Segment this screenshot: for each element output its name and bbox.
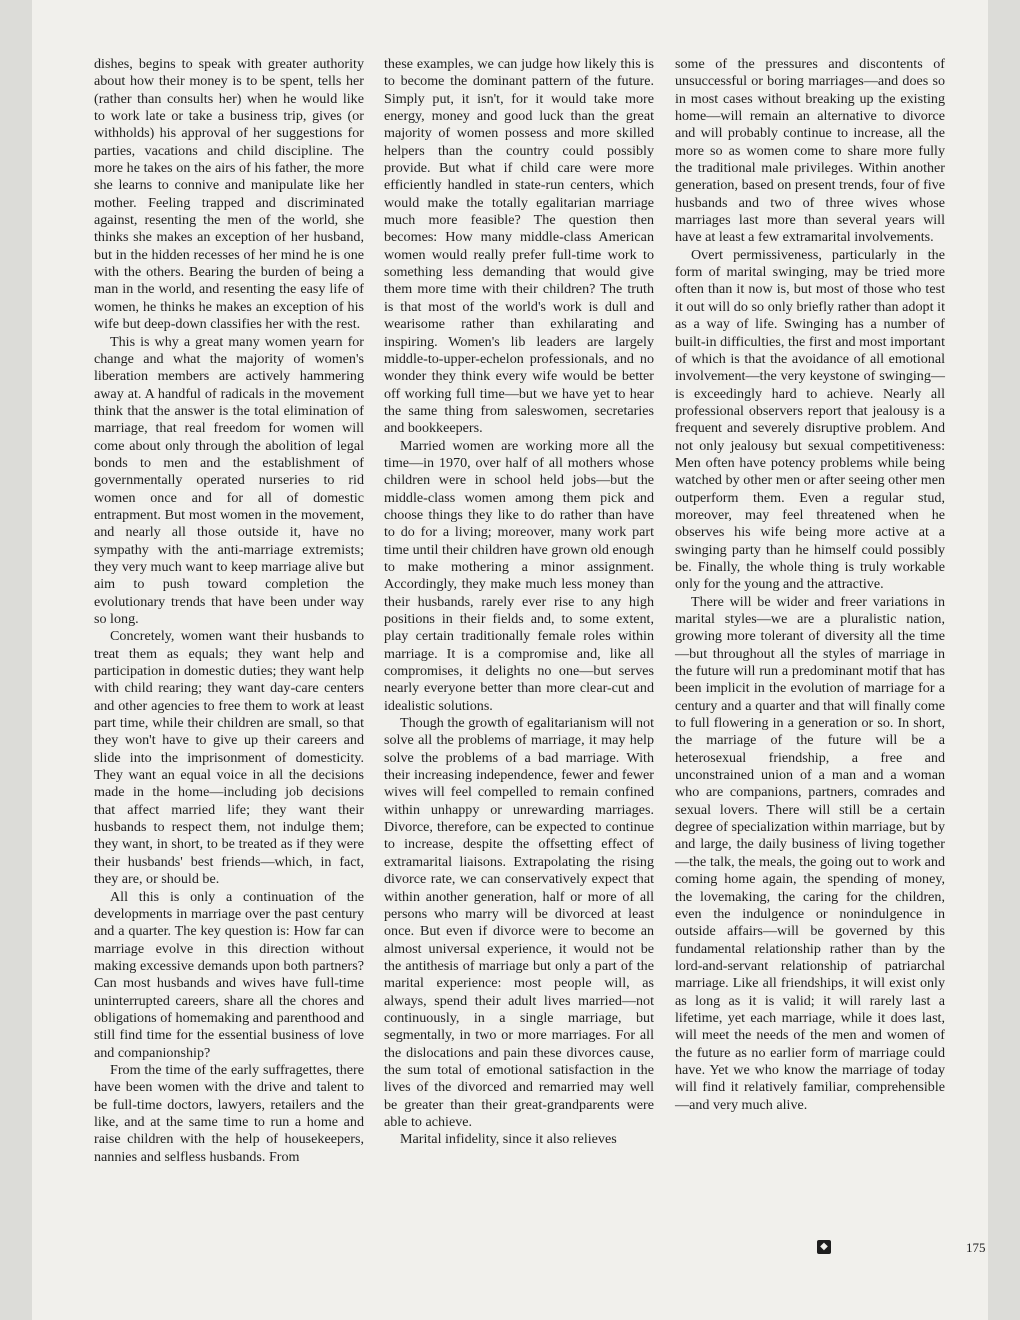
paragraph: dishes, begins to speak with greater authority about how their money is to be spent, tells her (rather than consults her) when he would like to work late or take a business trip, gives (or withholds) his approval of her suggestions for parties, vacations and child discipline. The more he takes on the airs of his father, the more she learns to connive and manipulate like her mother. Feeling trapped and discriminated against, resenting the men of the world, she thinks she makes an exception of her husband, but in the hidden recesses of her mind he is one with the others. Bearing the burden of being a man in the world, and resenting the easy life of women, he thinks he makes an exception of his wife but deep-down classifies her with the rest. bbox=[94, 56, 364, 333]
paragraph: some of the pressures and discontents of unsuccessful or boring marriages—and does so in most cases without breaking up the existing home—will remain an alternative to divorce and will probably continue to increase, all the more so as women come to share more fully the traditional male privileges. Within another generation, based on present trends, four of five husbands and two of three wives whose marriages last more than several years will have at least a few extramarital involvements. bbox=[675, 56, 945, 246]
paragraph: Though the growth of egalitarianism will not solve all the problems of marriage, it may help solve the problems of a bad marriage. With their increasing independence, fewer and fewer wives will feel compelled to remain confined within unhappy or unrewarding marriages. Divorce, therefore, can be expected to continue to increase, despite the offsetting effect of extramarital liaisons. Extrapolating the rising divorce rate, we can conservatively expect that within another generation, half or more of all persons who marry will be divorced at least once. But even if divorce were to become an almost universal experience, it would not be the antithesis of marriage but only a part of the marital experience: most people will, as always, spend their adult lives married—not continuously, in a single marriage, but segmentally, in two or more marriages. For all the dislocations and pain these divorces cause, the sum total of emotional satisfaction in the lives of the divorced and remarried may well be greater than their great-grandparents were able to achieve. bbox=[384, 715, 654, 1130]
text-column-3 bbox=[675, 56, 945, 1114]
paragraph: All this is only a continuation of the developments in marriage over the past century and a quarter. The key question is: How far can marriage evolve in this direction without making excessive demands upon both partners? Can most husbands and wives have full-time uninterrupted careers, share all the chores and obligations of homemaking and parenthood and still find time for the essential business of love and companionship? bbox=[94, 888, 364, 1061]
paragraph: Married women are working more all the time—in 1970, over half of all mothers whose children were in school held jobs—but the middle-class women among them pick and choose things they like to do rather than have to do for a living; moreover, many work part time until their children have grown old enough to make mothering a minor assignment. Accordingly, they make much less money than their husbands, rarely ever rise to any high positions in their fields and, to some extent, play certain traditionally female roles within marriage. It is a compromise and, like all compromises, it delights no one—but serves nearly everyone better than more clear-cut and idealistic solutions. bbox=[384, 437, 654, 714]
paragraph: There will be wider and freer variations in marital styles—we are a pluralistic nation, growing more tolerant of diversity all the time—but throughout all the styles of marriage in the future will run a predominant motif that has been implicit in the evolution of marriage for a century and a quarter and that will finally come to full flowering in a generation or so. In short, the marriage of the future will be a heterosexual friendship, a free and unconstrained union of a man and a woman who are companions, partners, comrades and sexual lovers. There will still be a certain degree of specialization within marriage, but by and large, the daily business of living together—the talk, the meals, the going out to work and coming home again, the spending of money, the lovemaking, the caring for the children, even the indulgence or nonindulgence in outside affairs—will be governed by this fundamental relationship rather than by the lord-and-servant relationship of patriarchal marriage. Like all friendships, it will exist only as long as it is valid; it will rarely last a lifetime, yet each marriage, while it does last, will meet the needs of the men and women of the future as no earlier form of marriage could have. Yet we who know the marriage of today will find it relatively familiar, comprehensible—and very much alive. bbox=[675, 593, 945, 1113]
paragraph: From the time of the early suffragettes, there have been women with the drive and talent to be full-time doctors, lawyers, retailers and the like, and at the same time to run a home and raise children with the help of housekeepers, nannies and selfless husbands. From bbox=[94, 1061, 364, 1165]
text-column-2 bbox=[384, 56, 654, 1149]
paragraph: Marital infidelity, since it also relieves bbox=[400, 1131, 617, 1148]
page-number: 175 bbox=[966, 1240, 986, 1255]
paragraph: Concretely, women want their husbands to treat them as equals; they want help and participation in domestic duties; they want help with child rearing; they want day-care centers and other agencies to free them to work at least part time, while their children are small, so that they won't have to give up their careers and slide into the imprisonment of domesticity. They want an equal voice in all the decisions made in the home—including job decisions that affect married life; they want their husbands to respect them, not indulge them; they want, in short, to be treated as if they were their husbands' best friends—which, in fact, they are, or should be. bbox=[94, 628, 364, 888]
rabbit-head-logo-icon: ◆ bbox=[817, 1240, 831, 1254]
paragraph: these examples, we can judge how likely this is to become the dominant pattern of the future. Simply put, it isn't, for it would take more energy, money and good luck than the great majority of women possess and more skilled helpers than the country could possibly provide. But what if child care were more efficiently handled in state-run centers, which would make the totally egalitarian marriage much more feasible? The question then becomes: How many middle-class American women would really prefer full-time work to something less demanding that would give them more time with their children? The truth is that most of the world's work is dull and wearisome rather than exhilarating and inspiring. Women's lib leaders are largely middle-to-upper-echelon professionals, and no wonder they think every wife would be better off working full time—but we have yet to hear the same thing from saleswomen, secretaries and bookkeepers. bbox=[384, 56, 654, 437]
text-column-1 bbox=[94, 56, 364, 1166]
paragraph: This is why a great many women yearn for change and what the majority of women's liberation members are actively hammering away at. A handful of radicals in the movement think that the answer is the total elimination of marriage, that real freedom for women will come about only through the abolition of legal bonds to men and the establishment of governmentally operated nurseries to rid women once and for all of domestic entrapment. But most women in the movement, and nearly all those outside it, have no sympathy with the anti-marriage extremists; they very much want to keep marriage alive but aim to push toward completion the evolutionary trends that have been under way so long. bbox=[94, 333, 364, 627]
paragraph: Overt permissiveness, particularly in the form of marital swinging, may be tried more often than it now is, but most of those who test it out will do so only briefly rather than adopt it as a way of life. Swinging has a number of built-in difficulties, the first and most important of which is that the avoidance of all emotional involvement—the very keystone of swinging—is exceedingly hard to achieve. Nearly all professional observers report that jealousy is a frequent and severely disruptive problem. And not only jealousy but sexual competitiveness: Men often have potency problems while being watched by other men or after seeing other men outperform them. Even a regular stud, moreover, may feel threatened when he observes his wife being more active at a swinging party than he himself could possibly be. Finally, the whole thing is truly workable only for the young and the attractive. bbox=[675, 246, 945, 593]
magazine-page bbox=[32, 0, 988, 1320]
